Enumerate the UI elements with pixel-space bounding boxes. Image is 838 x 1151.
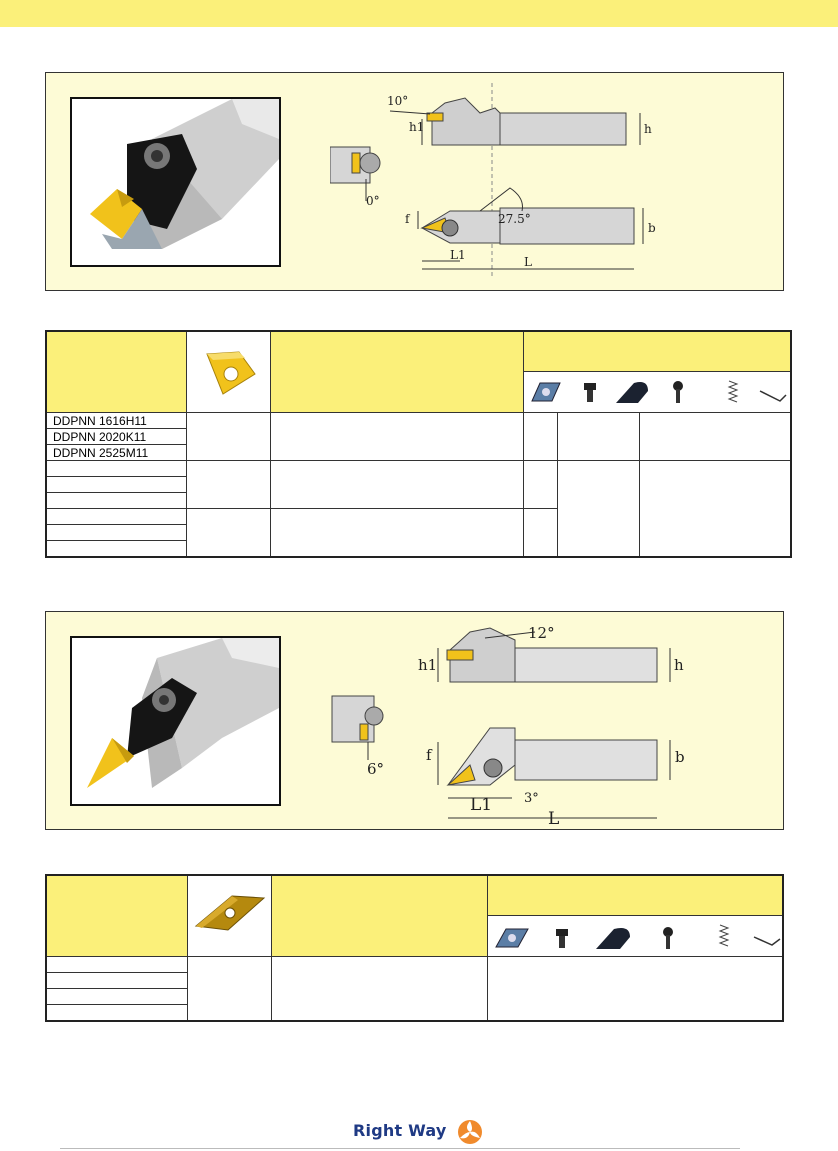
table-row (46, 973, 187, 989)
tool-holder-photo (70, 636, 281, 806)
spec-table-ddpnn (45, 330, 792, 558)
svg-text:L1: L1 (450, 248, 466, 262)
svg-text:L: L (548, 809, 560, 825)
svg-text:0°: 0° (366, 194, 380, 208)
table-row (46, 1005, 187, 1021)
svg-text:b: b (648, 221, 656, 235)
clamp-cell (640, 461, 792, 557)
dims-cell (271, 461, 524, 509)
clamp-cell (640, 413, 792, 461)
table-row (46, 493, 187, 509)
spring-icon (729, 381, 737, 402)
svg-text:L1: L1 (470, 795, 493, 815)
svg-text:f: f (405, 212, 410, 226)
spec-table-dvjnr (45, 874, 784, 1022)
footer-divider (60, 1148, 740, 1149)
header-dimensions (271, 875, 487, 957)
parts-cell (487, 957, 783, 1021)
svg-text:h1: h1 (418, 656, 438, 674)
screw-cell (557, 413, 639, 461)
insert-vnmg-icon (188, 876, 271, 953)
tool-holder-photo (70, 97, 281, 267)
svg-text:f: f (426, 746, 432, 764)
product-panel-dvjnr (45, 611, 784, 830)
svg-text:10°: 10° (387, 94, 409, 108)
shim-cell (523, 461, 557, 509)
table-row (46, 477, 187, 493)
table-row (46, 461, 187, 477)
svg-text:L: L (524, 255, 532, 269)
svg-text:3°: 3° (524, 791, 539, 806)
header-spare-parts (487, 875, 783, 915)
header-designation (46, 875, 187, 957)
table-row (46, 989, 187, 1005)
table-row (46, 957, 187, 973)
clamp-screw-icon (673, 381, 683, 403)
svg-text:h: h (644, 122, 652, 136)
table-row (46, 525, 187, 541)
dims-cell (271, 413, 524, 461)
insert-cell (187, 413, 271, 461)
screw-cell (557, 461, 639, 557)
header-designation (46, 331, 187, 413)
svg-text:27.5°: 27.5° (498, 212, 531, 226)
table-row (46, 509, 187, 525)
dims-cell (271, 957, 487, 1021)
brand-name: Right Way (353, 1121, 447, 1140)
key-icon (754, 937, 780, 945)
brand-logo-icon (456, 1118, 484, 1151)
parts-icon-row (487, 915, 783, 956)
clamp-screw-icon (663, 927, 673, 949)
svg-text:6°: 6° (367, 760, 385, 778)
svg-text:h1: h1 (409, 120, 425, 134)
header-dimensions (271, 331, 524, 413)
table-row: DDPNN 2020K11 (46, 429, 187, 445)
svg-text:b: b (675, 748, 685, 766)
shim-screw-icon (556, 929, 568, 948)
parts-icon-row (523, 371, 791, 412)
spring-icon (720, 925, 728, 946)
svg-text:12°: 12° (528, 624, 555, 642)
clamp-icon (616, 382, 648, 403)
shim-screw-icon (584, 383, 596, 402)
table-row: DDPNN 1616H11 (46, 413, 187, 429)
key-icon (760, 391, 786, 401)
header-bar (0, 0, 838, 27)
shim-cell (523, 509, 557, 557)
insert-dnmg-icon (187, 332, 270, 409)
shim-cell (523, 413, 557, 461)
dims-cell (271, 509, 524, 557)
table-row (46, 541, 187, 557)
table-row: DDPNN 2525M11 (46, 445, 187, 461)
clamp-icon (596, 928, 630, 949)
insert-cell (187, 461, 271, 509)
insert-cell (187, 957, 271, 1021)
insert-cell (187, 509, 271, 557)
product-panel-ddpnn (45, 72, 784, 291)
shim-icon (496, 929, 528, 947)
insert-image-cell (187, 875, 271, 957)
dimension-drawing (330, 620, 690, 825)
dimension-drawing (330, 83, 670, 278)
svg-text:h: h (674, 656, 684, 674)
header-spare-parts (523, 331, 791, 371)
shim-icon (532, 383, 560, 401)
insert-image-cell (187, 331, 271, 413)
